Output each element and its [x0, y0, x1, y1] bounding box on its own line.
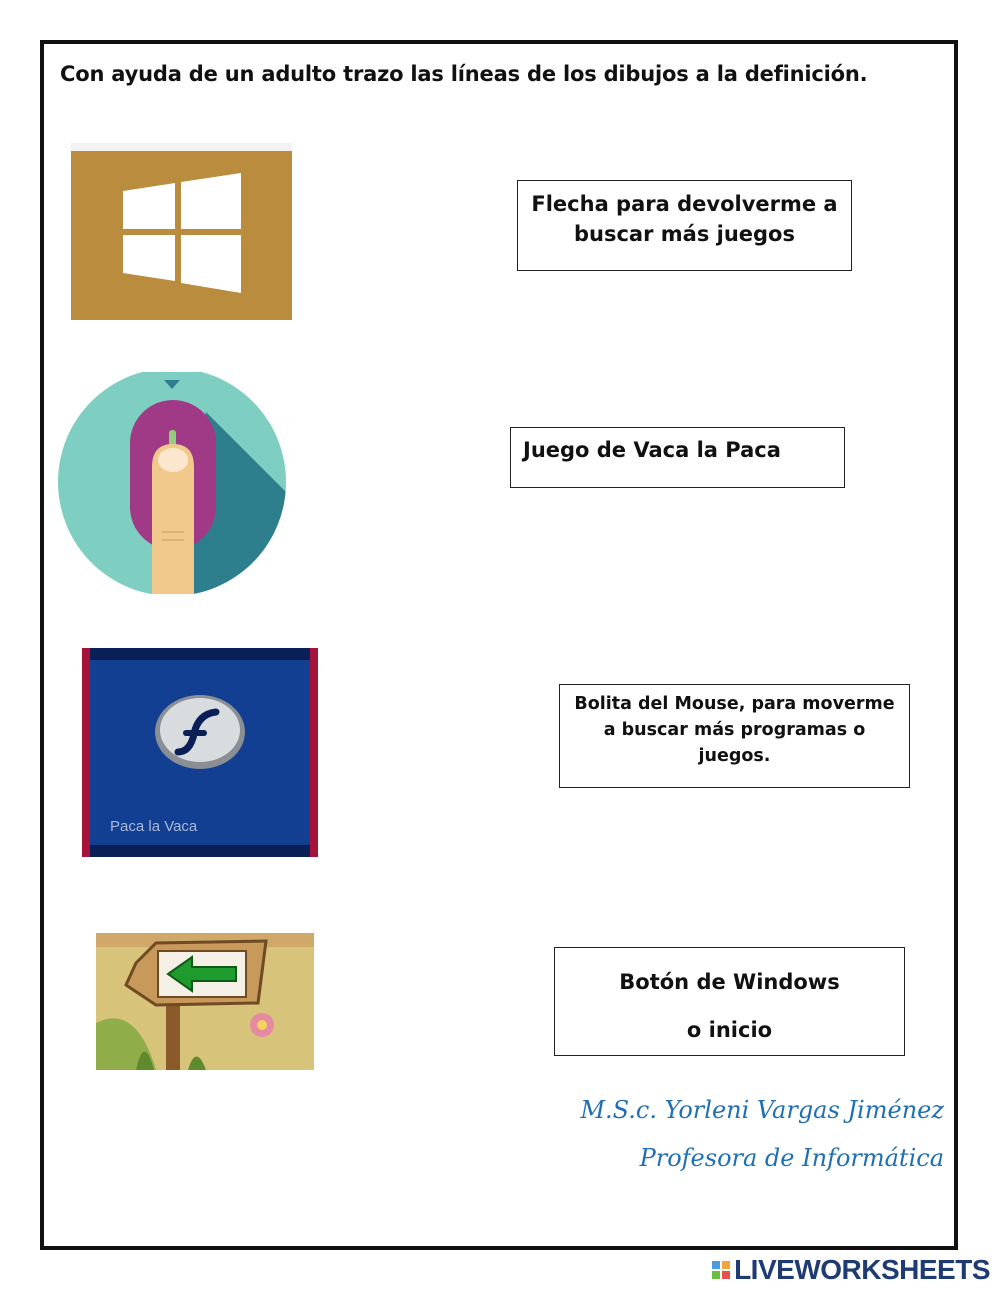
definition-line: Botón de Windows: [619, 970, 840, 994]
definition-line: a buscar más programas o: [603, 720, 866, 740]
definition-line: Bolita del Mouse, para moverme: [574, 694, 895, 714]
definition-box-vaca-game[interactable]: [510, 427, 845, 488]
definition-line: Juego de Vaca la Paca: [523, 438, 781, 462]
definition-box-mouse-wheel[interactable]: [559, 684, 910, 788]
finger-on-mouse-icon[interactable]: [56, 372, 290, 594]
author-name: M.S.c. Yorleni Vargas Jiménez: [580, 1096, 944, 1124]
definition-line: o inicio: [686, 1018, 773, 1042]
flash-app-icon[interactable]: [82, 648, 318, 857]
definition-box-windows-button[interactable]: [554, 947, 905, 1056]
flash-app-label: Paca la Vaca: [110, 818, 198, 835]
liveworksheets-logo-icon: [712, 1261, 730, 1279]
instruction-text: Con ayuda de un adulto trazo las líneas de los dibujos a la definición.: [60, 62, 868, 86]
definition-line: Flecha para devolverme a: [531, 192, 838, 216]
brand-text: LIVEWORKSHEETS: [734, 1254, 990, 1285]
definition-box-back-arrow[interactable]: [517, 180, 852, 271]
windows-logo-icon[interactable]: [71, 143, 292, 320]
author-title: Profesora de Informática: [639, 1144, 944, 1172]
definition-line: buscar más juegos: [574, 222, 795, 246]
liveworksheets-brand: [712, 1254, 990, 1286]
definition-line: juegos.: [698, 746, 771, 766]
back-arrow-sign-icon[interactable]: [96, 933, 314, 1070]
